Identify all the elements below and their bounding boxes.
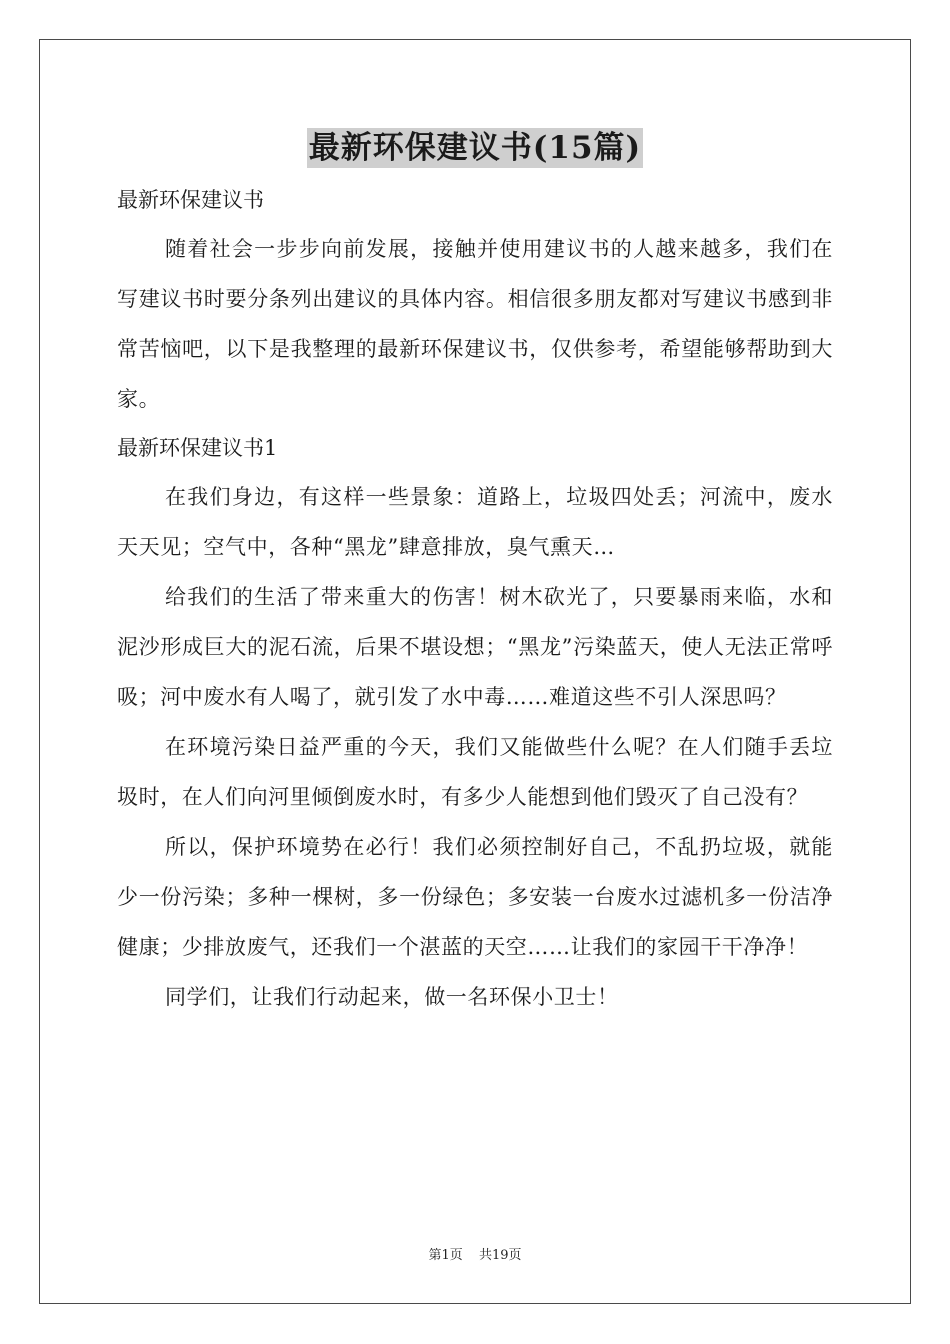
page-footer [0,1244,950,1263]
body-paragraph: 给我们的生活了带来重大的伤害！树木砍光了，只要暴雨来临，水和泥沙形成巨大的泥石流，后果不堪设想；“黑龙”污染蓝天，使人无法正常呼吸；河中废水有人喝了，就引发了水中毒……难道这些不引人深思吗？ [117,585,833,709]
body-paragraph: 在环境污染日益严重的今天，我们又能做些什么呢？在人们随手丢垃圾时，在人们向河里倾倒废水时，有多少人能想到他们毁灭了自己没有？ [117,735,833,809]
section-heading: 最新环保建议书 [117,188,264,212]
document-title: 最新环保建议书(15篇) [308,130,642,166]
page-number: 第1页 [428,1248,463,1263]
document-body [117,180,833,1022]
section-heading: 最新环保建议书1 [117,436,278,460]
title-container [0,128,950,168]
body-paragraph: 所以，保护环境势在必行！我们必须控制好自己，不乱扔垃圾，就能少一份污染；多种一棵树，多一份绿色；多安装一台废水过滤机多一份洁净健康；少排放废气，还我们一个湛蓝的天空……让我们的家园干干净净！ [117,835,833,959]
intro-paragraph: 随着社会一步步向前发展，接触并使用建议书的人越来越多，我们在写建议书时要分条列出建议的具体内容。相信很多朋友都对写建议书感到非常苦恼吧，以下是我整理的最新环保建议书，仅供参考，希望能够帮助到大家。 [117,237,833,411]
body-paragraph: 在我们身边，有这样一些景象：道路上，垃圾四处丢；河流中，废水天天见；空气中，各种“黑龙”肆意排放，臭气熏天… [117,485,833,559]
page-total: 共19页 [478,1248,522,1263]
body-paragraph: 同学们，让我们行动起来，做一名环保小卫士！ [165,985,619,1009]
